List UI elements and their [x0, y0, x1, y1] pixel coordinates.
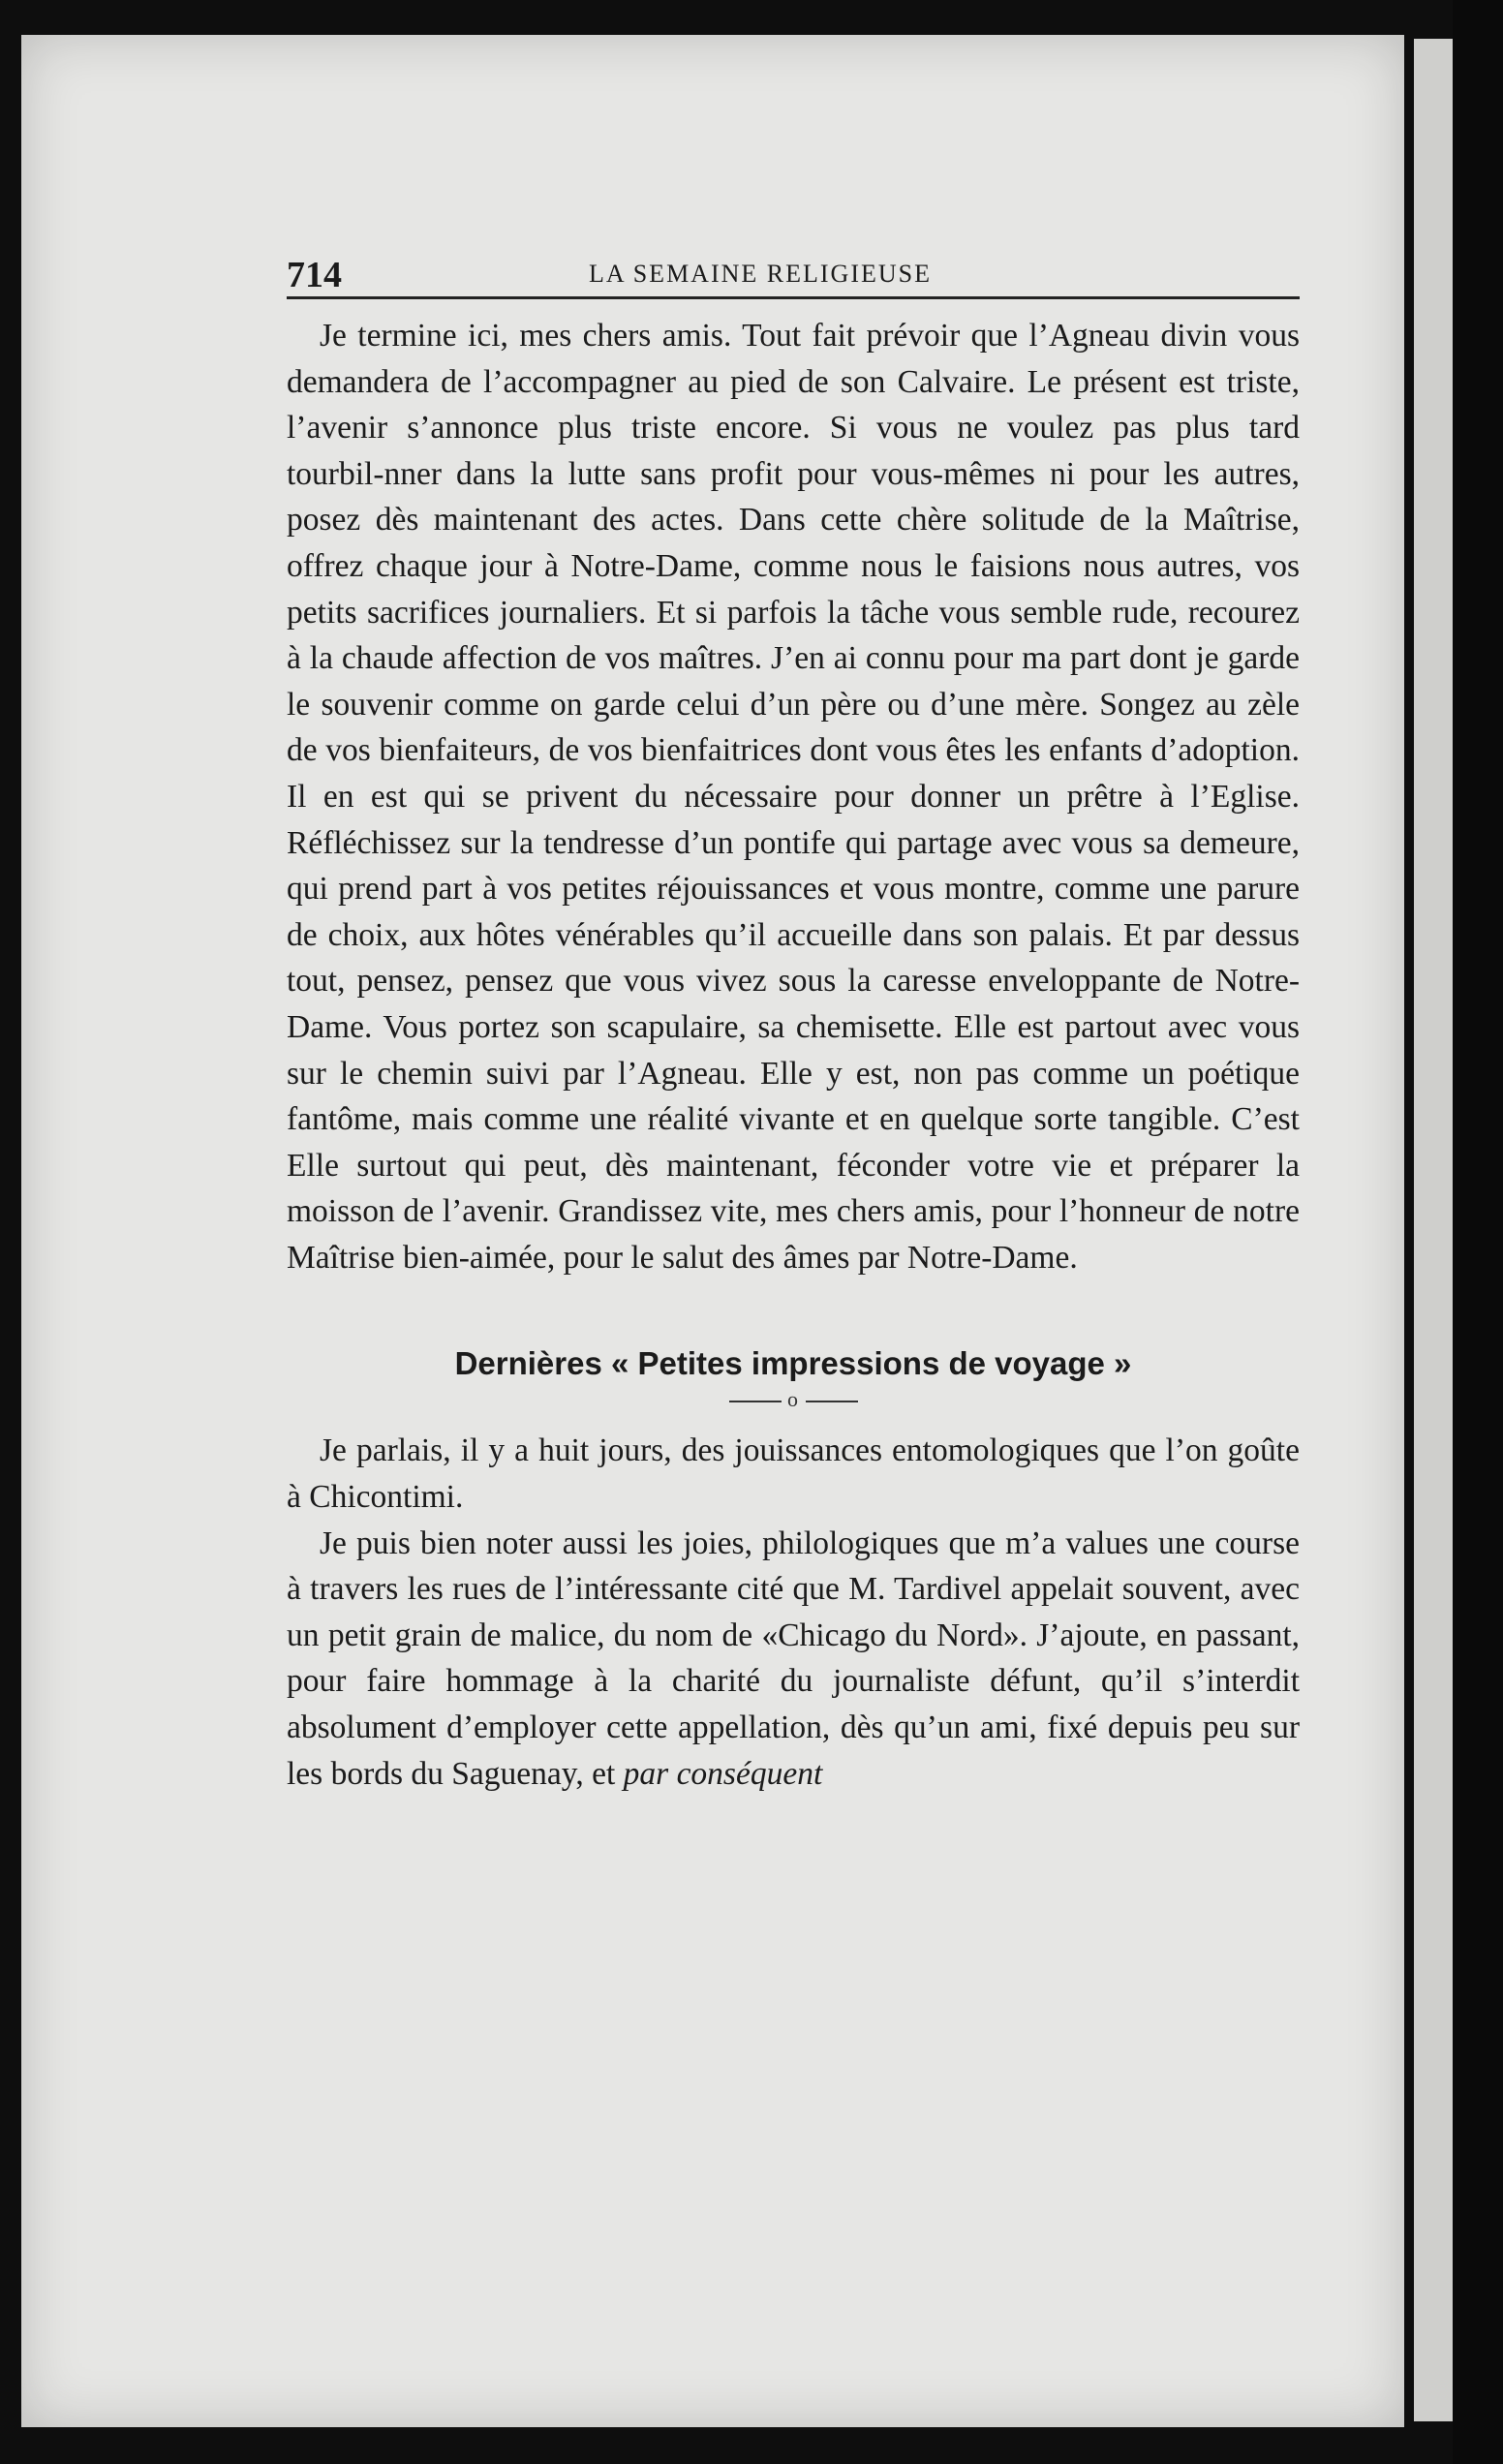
separator-mark: o [787, 1387, 799, 1412]
text-block [287, 248, 1300, 1797]
paragraph: Je parlais, il y a huit jours, des jouissances entomologiques que l’on goûte à Chicontimi. [287, 1432, 1300, 1516]
separator-rule [806, 1401, 858, 1402]
page-header [287, 248, 1300, 299]
separator-rule [729, 1401, 782, 1402]
page-number: 714 [287, 255, 342, 295]
paragraph: Je termine ici, mes chers amis. Tout fait prévoir que l’Agneau divin vous demandera de l’accompagner au pied de son Calvaire. Le présent est triste, l’avenir s’annonce plus triste encore. Si vous ne voulez pas plus tard tourbil‑nner dans la lutte sans profit pour vous-mêmes ni pour les autres, posez dès maintenant des actes. Dans cette chère solitude de la Maîtrise, offrez chaque jour à Notre-Dame, comme nous le faisions nous autres, vos petits sacrifices journaliers. Et si parfois la tâche vous semble rude, recourez à la chaude affection de vos maîtres. J’en ai connu pour ma part dont je garde le souvenir comme on garde celui d’un père ou d’une mère. Songez au zèle de vos bienfaiteurs, de vos bienfaitrices dont vous êtes les enfants d’adoption. Il en est qui se privent du nécessaire pour donner un prêtre à l’Eglise. Réfléchissez sur la tendresse d’un pontife qui partage avec vous sa demeure, qui prend part à vos petites réjouissances et vous montre, comme une parure de choix, aux hôtes vénérables qu’il accueille dans son palais. Et par dessus tout, pensez, pensez que vous vivez sous la caresse enveloppante de Notre-Dame. Vous portez son scapulaire, sa chemisette. Elle est partout avec vous sur le chemin suivi par l’Agneau. Elle y est, non pas comme un poétique fantôme, mais comme une réalité vivante et en quelque sorte tangible. C’est Elle surtout qui peut, dès maintenant, féconder votre vie et préparer la moisson de l’avenir. Grandissez vite, mes chers amis, pour l’honneur de notre Maîtrise bien-aimée, pour le salut des âmes par Notre-Dame. [287, 318, 1300, 1276]
section-title: Dernières « Petites impressions de voyage » [454, 1345, 1132, 1382]
paragraph [287, 1521, 1300, 1798]
paragraph-text: Je puis bien noter aussi les joies, philologiques que m’a values une course à travers les rues de l’intéressante cité que M. Tardivel appelait souvent, avec un petit grain de malice, du nom de «Chicago du Nord». J’ajoute, en passant, pour faire hommage à la charité du journaliste défunt, qu’il s’interdit absolument d’employer cette appellation, dès qu’un ami, fixé depuis peu sur les bords du Saguenay, et [287, 1525, 1300, 1792]
scan-border [1453, 0, 1503, 2464]
italic-phrase: par conséquent [623, 1755, 823, 1792]
page-edge [1414, 39, 1453, 2421]
running-title: LA SEMAINE RELIGIEUSE [589, 260, 932, 288]
section-separator [287, 1385, 1300, 1414]
